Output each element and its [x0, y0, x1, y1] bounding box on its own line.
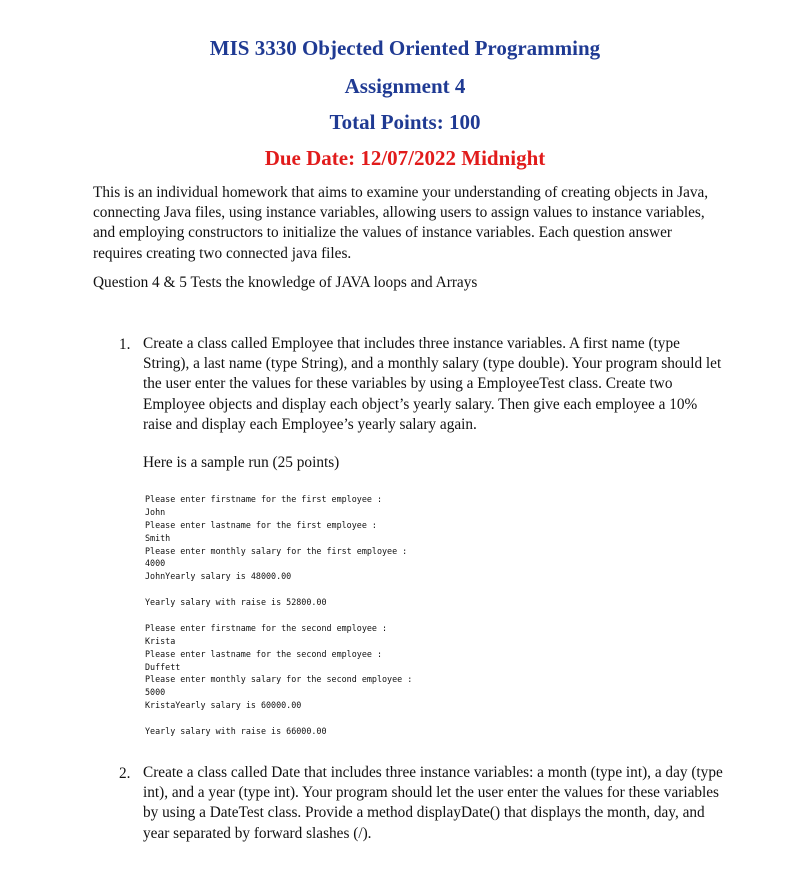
question-2-text: Create a class called Date that includes three instance variables: a month (type int), a day (type int), and a year (type int). Your program should let the user enter the values for these variables by using a DateTest class. Provide a method displayDate() that displays the month, day, and year separated by forward slashes (/).	[143, 764, 723, 842]
console-line: Smith	[145, 532, 171, 543]
total-points: Total Points: 100	[329, 110, 481, 134]
question-2-number: 2.	[119, 765, 131, 782]
console-line: Please enter lastname for the first employee :	[145, 519, 377, 530]
console-line: 5000	[145, 687, 166, 698]
question-1-text: Create a class called Employee that includes three instance variables. A first name (type String), a last name (type String), and a monthly salary (type double). Your program should let the user enter the values for these variables by using a EmployeeTest class. Create two Employee objects and display each object’s yearly salary. Then give each employee a 10% raise and display each Employee’s yearly salary again.	[143, 335, 722, 433]
console-line: Yearly salary with raise is 52800.00	[145, 597, 327, 608]
console-line: JohnYearly salary is 48000.00	[145, 571, 292, 582]
console-line: Please enter firstname for the second employee :	[145, 622, 388, 633]
console-line: John	[145, 506, 166, 517]
course-title: MIS 3330 Objected Oriented Programming	[209, 36, 601, 60]
sample-console-output	[145, 493, 412, 738]
sample-run-label: Here is a sample run (25 points)	[143, 454, 340, 471]
console-line	[145, 583, 412, 596]
assignment-title: Assignment 4	[344, 74, 466, 98]
console-line: Please enter monthly salary for the second employee :	[145, 674, 413, 685]
console-line: Please enter monthly salary for the first employee :	[145, 545, 408, 556]
console-line: Yearly salary with raise is 66000.00	[145, 726, 327, 737]
due-date: Due Date: 12/07/2022 Midnight	[264, 146, 546, 170]
console-line: Krista	[145, 635, 176, 646]
console-line: KristaYearly salary is 60000.00	[145, 700, 302, 711]
console-line: Duffett	[145, 661, 181, 672]
console-line	[145, 609, 412, 622]
intro-paragraph: This is an individual homework that aims to examine your understanding of creating objects in Java, connecting Java files, using instance variables, allowing users to assign values to instance variables, and employing constructors to initialize the values of instance variables. Each question answer requires creating two connected java files.	[93, 184, 709, 262]
console-line: 4000	[145, 558, 166, 569]
console-line	[145, 712, 412, 725]
console-line: Please enter lastname for the second employee :	[145, 648, 382, 659]
question-1-number: 1.	[119, 336, 131, 353]
question-note: Question 4 & 5 Tests the knowledge of JAVA loops and Arrays	[93, 274, 478, 291]
console-line: Please enter firstname for the first employee :	[145, 494, 382, 504]
